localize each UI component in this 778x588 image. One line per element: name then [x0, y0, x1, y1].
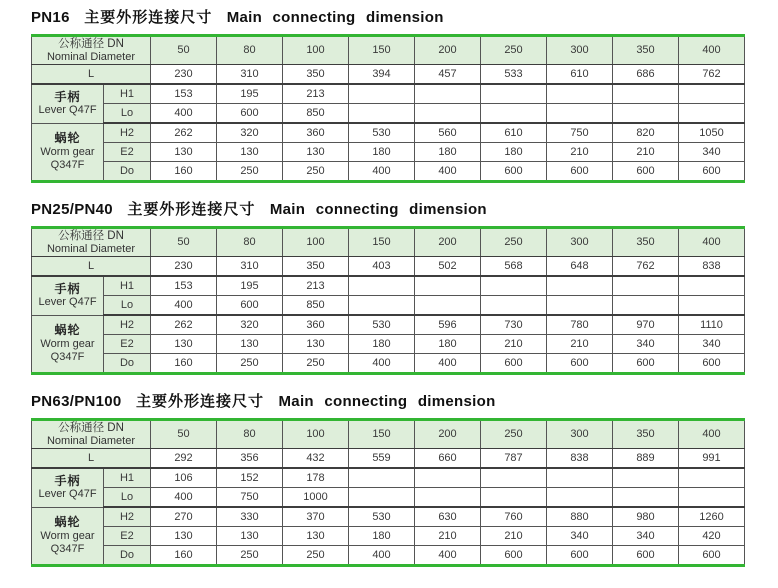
dimension-cell: 630: [415, 507, 481, 527]
data-row: [32, 315, 745, 335]
dimension-cell: 180: [349, 335, 415, 354]
dimension-table: [31, 34, 745, 183]
dimension-cell: 1110: [679, 315, 745, 335]
group-label-line: 手柄: [54, 473, 81, 488]
l-row: [32, 257, 745, 277]
dimension-cell: [349, 104, 415, 124]
dimension-cell: 610: [547, 65, 613, 85]
dimension-cell: 780: [547, 315, 613, 335]
group-label-line: 手柄: [54, 281, 81, 296]
nominal-diameter-header: [32, 36, 151, 65]
dn-column-header: 350: [613, 36, 679, 65]
dimension-cell: 559: [349, 449, 415, 469]
row-label-l: L: [32, 449, 151, 469]
dn-column-header: 350: [613, 420, 679, 449]
dimension-cell: 610: [481, 123, 547, 143]
row-label-h2: H2: [104, 315, 151, 335]
dimension-cell: 130: [151, 143, 217, 162]
dn-column-header: 400: [679, 36, 745, 65]
dimension-cell: 195: [217, 84, 283, 104]
data-row: [32, 354, 745, 374]
data-row: [32, 276, 745, 296]
dimension-cell: 850: [283, 296, 349, 316]
dimension-cell: 310: [217, 65, 283, 85]
dimension-cell: 356: [217, 449, 283, 469]
dimension-cell: [481, 296, 547, 316]
section-title: [31, 6, 778, 27]
dn-column-header: 250: [481, 36, 547, 65]
dimension-cell: 568: [481, 257, 547, 277]
dimension-cell: [613, 84, 679, 104]
group-label-line: Lever Q47F: [38, 488, 97, 501]
dimension-cell: 600: [217, 104, 283, 124]
dimension-cell: 350: [283, 257, 349, 277]
dimension-cell: 250: [283, 162, 349, 182]
dimension-cell: 153: [151, 276, 217, 296]
dn-column-header: 300: [547, 228, 613, 257]
data-row: [32, 143, 745, 162]
dimension-cell: 530: [349, 315, 415, 335]
dimension-cell: 600: [679, 546, 745, 566]
title-chinese-text: 主要外形连接尺寸: [136, 393, 265, 410]
dimension-cell: 762: [679, 65, 745, 85]
title-pn-label: PN16: [31, 9, 70, 26]
row-label-lo: Lo: [104, 104, 151, 124]
dimension-cell: 210: [547, 335, 613, 354]
dimension-cell: 750: [217, 488, 283, 508]
dimension-cell: 400: [151, 296, 217, 316]
title-pn-label: PN63/PN100: [31, 393, 122, 410]
row-label-do: Do: [104, 546, 151, 566]
title-english-text: Main connecting dimension: [226, 9, 444, 26]
dimension-cell: [613, 104, 679, 124]
dimension-cell: 686: [613, 65, 679, 85]
dimension-cell: 596: [415, 315, 481, 335]
dimension-cell: [547, 296, 613, 316]
dimension-cell: 340: [613, 527, 679, 546]
group-label-line: Worm gear: [40, 146, 95, 158]
dimension-cell: 130: [283, 335, 349, 354]
group-label-line: 蜗轮: [54, 323, 81, 338]
dimension-cell: 787: [481, 449, 547, 469]
dimension-cell: 530: [349, 123, 415, 143]
dn-column-header: 100: [283, 36, 349, 65]
group-label-line: Q347F: [50, 158, 85, 171]
dimension-cell: 400: [415, 354, 481, 374]
group-label-line: Worm gear: [40, 338, 95, 350]
dimension-cell: 250: [217, 546, 283, 566]
dimension-cell: 350: [283, 65, 349, 85]
dimension-cell: 1000: [283, 488, 349, 508]
dn-column-header: 300: [547, 420, 613, 449]
dimension-cell: 600: [481, 546, 547, 566]
group-label-line: Worm gear: [40, 530, 95, 542]
dimension-cell: 152: [217, 468, 283, 488]
row-label-l: L: [32, 257, 151, 277]
dimension-cell: 730: [481, 315, 547, 335]
l-row: [32, 65, 745, 85]
row-label-l: L: [32, 65, 151, 85]
dimension-cell: 600: [481, 162, 547, 182]
dimension-cell: [679, 488, 745, 508]
dimension-cell: 838: [679, 257, 745, 277]
dimension-cell: 213: [283, 84, 349, 104]
dimension-table-section: [31, 198, 778, 375]
data-row: [32, 84, 745, 104]
row-label-h1: H1: [104, 84, 151, 104]
row-label-h1: H1: [104, 468, 151, 488]
dimension-cell: 394: [349, 65, 415, 85]
dimension-cell: [481, 468, 547, 488]
dimension-cell: 210: [613, 143, 679, 162]
group-label-line: 蜗轮: [54, 515, 81, 530]
dimension-cell: [415, 296, 481, 316]
dimension-cell: 270: [151, 507, 217, 527]
dn-column-header: 150: [349, 36, 415, 65]
dimension-cell: 403: [349, 257, 415, 277]
group-label: [32, 507, 104, 566]
section-title: [31, 390, 778, 411]
header-row: [32, 420, 745, 449]
title-english-text: Main connecting dimension: [269, 201, 487, 218]
dimension-cell: [415, 468, 481, 488]
dimension-cell: [349, 488, 415, 508]
title-chinese-text: 主要外形连接尺寸: [84, 9, 213, 26]
header-label-en: Nominal Diameter: [46, 50, 136, 63]
dimension-cell: [415, 488, 481, 508]
dimension-table-section: [31, 390, 778, 567]
dimension-cell: 400: [349, 162, 415, 182]
header-row: [32, 36, 745, 65]
dimension-cell: [547, 488, 613, 508]
row-label-do: Do: [104, 162, 151, 182]
dimension-cell: 106: [151, 468, 217, 488]
dimension-cell: 250: [283, 546, 349, 566]
dimension-cell: [415, 276, 481, 296]
dimension-cell: 457: [415, 65, 481, 85]
dimension-cell: 250: [217, 354, 283, 374]
dimension-cell: [679, 84, 745, 104]
dn-column-header: 300: [547, 36, 613, 65]
dimension-cell: 970: [613, 315, 679, 335]
dimension-cell: 210: [481, 335, 547, 354]
group-label-line: Lever Q47F: [38, 104, 97, 117]
dimension-cell: 760: [481, 507, 547, 527]
nominal-diameter-header: [32, 228, 151, 257]
dimension-cell: 432: [283, 449, 349, 469]
dimension-cell: [349, 276, 415, 296]
dimension-cell: 600: [481, 354, 547, 374]
dimension-cell: 292: [151, 449, 217, 469]
dimension-cell: 600: [679, 162, 745, 182]
dimension-cell: 400: [415, 546, 481, 566]
dimension-cell: 340: [547, 527, 613, 546]
dimension-cell: 160: [151, 162, 217, 182]
dimension-cell: 420: [679, 527, 745, 546]
dimension-cell: 195: [217, 276, 283, 296]
dimension-cell: [679, 276, 745, 296]
data-row: [32, 162, 745, 182]
dn-column-header: 50: [151, 228, 217, 257]
title-pn-label: PN25/PN40: [31, 201, 113, 218]
dimension-cell: 370: [283, 507, 349, 527]
dimension-cell: 262: [151, 315, 217, 335]
title-english-text: Main connecting dimension: [278, 393, 496, 410]
dimension-cell: 130: [217, 335, 283, 354]
dimension-cell: 502: [415, 257, 481, 277]
header-label-en: Nominal Diameter: [46, 242, 136, 255]
data-row: [32, 507, 745, 527]
dimension-cell: 600: [547, 354, 613, 374]
dimension-cell: 130: [283, 527, 349, 546]
dimension-cell: 180: [415, 143, 481, 162]
dimension-tables-container: [31, 6, 778, 567]
dimension-cell: 360: [283, 315, 349, 335]
dimension-cell: 213: [283, 276, 349, 296]
dimension-cell: 250: [217, 162, 283, 182]
dn-column-header: 80: [217, 228, 283, 257]
dimension-cell: [547, 84, 613, 104]
dimension-table-section: [31, 6, 778, 183]
l-row: [32, 449, 745, 469]
dimension-cell: 980: [613, 507, 679, 527]
dimension-cell: 340: [679, 335, 745, 354]
header-row: [32, 228, 745, 257]
dn-column-header: 80: [217, 36, 283, 65]
dimension-table: [31, 418, 745, 567]
data-row: [32, 468, 745, 488]
dn-column-header: 250: [481, 228, 547, 257]
dimension-cell: [547, 468, 613, 488]
dimension-cell: [349, 84, 415, 104]
data-row: [32, 104, 745, 124]
row-label-lo: Lo: [104, 296, 151, 316]
dimension-cell: [481, 104, 547, 124]
dimension-cell: 400: [151, 488, 217, 508]
group-label-line: Lever Q47F: [38, 296, 97, 309]
dimension-cell: [547, 104, 613, 124]
dn-column-header: 250: [481, 420, 547, 449]
dimension-cell: 180: [481, 143, 547, 162]
dimension-cell: 560: [415, 123, 481, 143]
dimension-cell: 320: [217, 123, 283, 143]
dimension-cell: 180: [349, 143, 415, 162]
dimension-cell: [481, 276, 547, 296]
dimension-cell: 660: [415, 449, 481, 469]
group-label: [32, 468, 104, 507]
dimension-cell: 178: [283, 468, 349, 488]
dimension-cell: [613, 276, 679, 296]
row-label-e2: E2: [104, 527, 151, 546]
dimension-cell: 130: [217, 143, 283, 162]
dimension-cell: 1050: [679, 123, 745, 143]
dimension-cell: 330: [217, 507, 283, 527]
dn-column-header: 400: [679, 420, 745, 449]
dimension-cell: 1260: [679, 507, 745, 527]
dimension-cell: 820: [613, 123, 679, 143]
dimension-cell: 230: [151, 257, 217, 277]
dimension-cell: 400: [349, 354, 415, 374]
group-label-line: 手柄: [54, 89, 81, 104]
dimension-cell: 160: [151, 546, 217, 566]
dimension-cell: 850: [283, 104, 349, 124]
dimension-cell: [349, 296, 415, 316]
dimension-cell: 600: [613, 354, 679, 374]
dimension-cell: 889: [613, 449, 679, 469]
row-label-e2: E2: [104, 143, 151, 162]
header-label-cn: 公称通径 DN: [58, 229, 124, 242]
row-label-do: Do: [104, 354, 151, 374]
dimension-cell: 400: [151, 104, 217, 124]
group-label: [32, 123, 104, 182]
dimension-cell: 320: [217, 315, 283, 335]
dimension-cell: [613, 488, 679, 508]
dimension-cell: 400: [349, 546, 415, 566]
dn-column-header: 50: [151, 36, 217, 65]
dimension-cell: [613, 296, 679, 316]
dimension-cell: 340: [679, 143, 745, 162]
dimension-cell: 230: [151, 65, 217, 85]
group-label: [32, 315, 104, 374]
dn-column-header: 100: [283, 420, 349, 449]
dimension-cell: 762: [613, 257, 679, 277]
dn-column-header: 50: [151, 420, 217, 449]
data-row: [32, 488, 745, 508]
title-chinese-text: 主要外形连接尺寸: [127, 201, 256, 218]
dimension-cell: [415, 84, 481, 104]
dimension-cell: 600: [547, 546, 613, 566]
dn-column-header: 400: [679, 228, 745, 257]
dn-column-header: 100: [283, 228, 349, 257]
nominal-diameter-header: [32, 420, 151, 449]
data-row: [32, 296, 745, 316]
dimension-cell: 600: [679, 354, 745, 374]
dimension-cell: 648: [547, 257, 613, 277]
dimension-cell: 153: [151, 84, 217, 104]
dimension-cell: 991: [679, 449, 745, 469]
dn-column-header: 150: [349, 228, 415, 257]
group-label-line: Q347F: [50, 542, 85, 555]
dimension-table: [31, 226, 745, 375]
dimension-cell: [349, 468, 415, 488]
dimension-cell: 310: [217, 257, 283, 277]
dimension-cell: [679, 468, 745, 488]
dimension-cell: 180: [349, 527, 415, 546]
dimension-cell: 250: [283, 354, 349, 374]
row-label-e2: E2: [104, 335, 151, 354]
dimension-cell: 130: [151, 335, 217, 354]
dimension-cell: 360: [283, 123, 349, 143]
dimension-cell: 160: [151, 354, 217, 374]
dimension-cell: 180: [415, 335, 481, 354]
dimension-cell: 600: [217, 296, 283, 316]
row-label-h2: H2: [104, 123, 151, 143]
dimension-cell: 600: [613, 546, 679, 566]
dimension-cell: 340: [613, 335, 679, 354]
dimension-cell: [415, 104, 481, 124]
data-row: [32, 123, 745, 143]
row-label-h1: H1: [104, 276, 151, 296]
group-label: [32, 276, 104, 315]
dimension-cell: [547, 276, 613, 296]
section-title: [31, 198, 778, 219]
dimension-cell: [481, 488, 547, 508]
group-label-line: Q347F: [50, 350, 85, 363]
dimension-cell: 210: [547, 143, 613, 162]
dn-column-header: 200: [415, 228, 481, 257]
dimension-cell: [679, 104, 745, 124]
dimension-cell: 750: [547, 123, 613, 143]
dimension-cell: 210: [415, 527, 481, 546]
dimension-cell: 533: [481, 65, 547, 85]
data-row: [32, 335, 745, 354]
dimension-cell: 262: [151, 123, 217, 143]
dn-column-header: 200: [415, 36, 481, 65]
group-label: [32, 84, 104, 123]
dimension-cell: [613, 468, 679, 488]
row-label-lo: Lo: [104, 488, 151, 508]
dn-column-header: 150: [349, 420, 415, 449]
header-label-cn: 公称通径 DN: [58, 421, 124, 434]
header-label-cn: 公称通径 DN: [58, 37, 124, 50]
dimension-cell: 880: [547, 507, 613, 527]
group-label-line: 蜗轮: [54, 131, 81, 146]
dimension-cell: 600: [613, 162, 679, 182]
dimension-cell: 838: [547, 449, 613, 469]
data-row: [32, 546, 745, 566]
dimension-cell: 530: [349, 507, 415, 527]
dimension-cell: 130: [283, 143, 349, 162]
dn-column-header: 200: [415, 420, 481, 449]
dimension-cell: 130: [217, 527, 283, 546]
row-label-h2: H2: [104, 507, 151, 527]
dn-column-header: 350: [613, 228, 679, 257]
dimension-cell: 210: [481, 527, 547, 546]
header-label-en: Nominal Diameter: [46, 434, 136, 447]
dimension-cell: [481, 84, 547, 104]
dimension-cell: 130: [151, 527, 217, 546]
dimension-cell: [679, 296, 745, 316]
dn-column-header: 80: [217, 420, 283, 449]
data-row: [32, 527, 745, 546]
dimension-cell: 400: [415, 162, 481, 182]
dimension-cell: 600: [547, 162, 613, 182]
